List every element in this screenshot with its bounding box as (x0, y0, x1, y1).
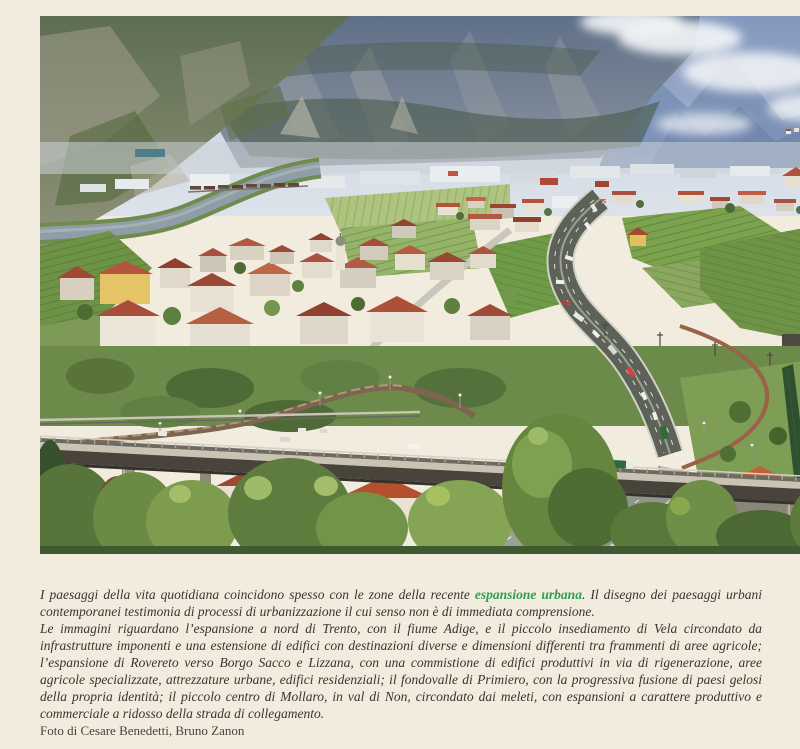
photo-illustration (40, 16, 800, 554)
caption-text-before-highlight: I paesaggi della vita quotidiana coincidono spesso con le zone della recente (40, 587, 475, 602)
caption-paragraph-2: Le immagini riguardano l’espansione a nord di Trento, con il fiume Adige, e il piccolo insediamento di Vela circondato da infrastrutture imponenti e una estensione di edifici con destinazioni diverse e dimensioni differenti tra frammenti di aree agricole; l’espansione di Rovereto verso Borgo Sacco e Lizzana, con una commistione di edifici produttivi in via di rigenerazione, aree agricole specializzate, attrezzature urbane, edifici residenziali; il fondovalle di Primiero, con la progressiva fusione di paesi gelosi della propria identità; il piccolo centro di Mollaro, in val di Non, circondato dai meleti, con espansioni a carattere produttivo e commerciale a ridosso della strada di collegamento. (40, 621, 762, 721)
caption-text-after-highlight: . Il disegno dei paesaggi urbani contemporanei testimonia di processi di urbanizzazione il cui senso non è di immediata comprensione. (40, 587, 763, 619)
caption (0, 570, 800, 739)
photo-credit: Foto di Cesare Benedetti, Bruno Zanon (40, 723, 245, 738)
landscape-photo (40, 16, 800, 554)
caption-paragraph-1 (40, 586, 762, 620)
highlight-espansione-urbana: espansione urbana (474, 587, 582, 602)
